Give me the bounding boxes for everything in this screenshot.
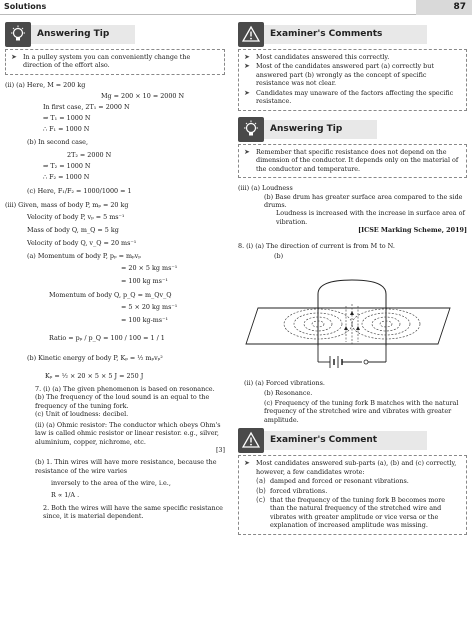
warning-triangle-icon xyxy=(238,428,264,453)
warning-triangle-icon xyxy=(238,22,264,47)
section-title: Solutions xyxy=(4,2,47,11)
left-column xyxy=(5,22,225,521)
answering-tip-title: Answering Tip xyxy=(264,120,377,139)
solution-iii-right: (iii) (a) Loudness (b) Base drum has greater surface area compared to the side drums. Loudness is increased with the increase in surface area of vibration. [ICSE Marking Scheme, 2019] xyxy=(238,184,467,235)
answering-tip-title: Answering Tip xyxy=(31,25,135,44)
examiners-comment-box xyxy=(238,455,467,535)
comment-bullet: ➤ Most of the candidates answered part (a) correctly but answered part (b) wrongly as the concept of specific resistance was not clear. xyxy=(244,62,434,88)
comment-bullet: ➤ Candidates may unaware of the factors affecting the specific resistance. xyxy=(244,88,454,106)
arrow-bullet-icon: ➤ xyxy=(244,62,250,71)
answering-tip-banner xyxy=(5,22,225,47)
examiners-comment-title: Examiner's Comment xyxy=(264,431,427,450)
page-header xyxy=(0,0,472,15)
examiners-comments-box xyxy=(238,49,467,111)
arrow-bullet-icon: ➤ xyxy=(244,53,250,61)
arrow-bullet-icon: ➤ xyxy=(244,459,250,468)
right-column xyxy=(238,22,467,541)
comment-item: (a) damped and forced or resonant vibrations. xyxy=(256,477,409,486)
answering-tip-banner xyxy=(238,117,467,142)
examiners-comments-title: Examiner's Comments xyxy=(264,25,427,44)
tip-bullet: ➤ In a pulley system you can conveniently change the direction of the effort also. xyxy=(11,53,191,70)
comment-bullet: ➤ Most candidates answered this correctly. xyxy=(244,53,390,61)
lightbulb-icon xyxy=(5,22,31,47)
answering-tip-box xyxy=(5,49,225,75)
page-number: 87 xyxy=(416,0,472,15)
tip-bullet: ➤ Remember that specific resistance does not depend on the dimension of the conductor. It depends only on the material of the conductor and temperature. xyxy=(244,147,459,173)
solution-ii: (ii) (a) Here, M = 200 kg Mg = 200 × 10 = 2000 N In first case, 2T₁ = 2000 N ⇒ T₁ = 1000 N ∴ F₁ = 1000 N (b) In second case, 2T₂ = 2000 N ⇒ T₂ = 1000 N ∴ F₂ = 1000 N (c) Here, F₁/F₂ = 1000/1000 = 1 xyxy=(5,80,185,195)
examiners-comments-banner xyxy=(238,22,467,47)
arrow-bullet-icon: ➤ xyxy=(11,53,17,61)
solution-iii: (iii) Given, mass of body P, mₚ = 20 kg Velocity of body P, vₚ = 5 ms⁻¹ Mass of body Q, m_Q = 5 kg Velocity of body Q, v_Q = 20 ms⁻¹ (a) Momentum of body P, pₚ = mₚvₚ = 20 × 5 kg ms⁻¹ = 100 kg ms⁻¹ Momentum of body Q, p_Q = m_Qv_Q = 5 × 20 kg ms⁻¹ = 100 kg-ms⁻¹ Ratio = pₚ / p_Q = 100 / 100 = 1 / 1 (b) Kinetic energy of body P, Kₚ = ½ mₚvₚ² Kₚ = ½ × 20 × 5 × 5 J = 250 J xyxy=(5,200,178,380)
examiners-comment-banner xyxy=(238,428,467,453)
comment-item: (b) forced vibrations. xyxy=(256,486,328,495)
magnetic-field-diagram xyxy=(238,264,467,374)
arrow-bullet-icon: ➤ xyxy=(244,147,250,156)
solution-8: 8. (i) (a) The direction of current is from M to N. (b) (ii) (a) Forced vibrations. (b) Resonance. (c) Frequency of the tuning fork B matches with the natural frequency of the stretched wire and vibrates with greater amplitude. xyxy=(238,242,467,424)
answering-tip-box xyxy=(238,144,467,178)
lightbulb-icon xyxy=(238,117,264,142)
comment-bullet: ➤ Most candidates answered sub-parts (a), (b) and (c) correctly, however, a few candidates wrote: xyxy=(244,459,457,476)
solution-7: 7. (i) (a) The given phenomenon is based on resonance. (b) The frequency of the loud sound is an equal to the frequency of the tuning fork. (c) Unit of loudness: decibel. (ii) (a) Ohmic resistor: The conductor which obeys Ohm's law is called ohmic resistor or linear resistor. e.g., silver, aluminium, copper, nichrome, etc. [3] (b) 1. Thin wires will have more resistance, because the resistance of the wire varies inversely to the area of the wire, i.e., R ∝ 1/A . 2. Both the wires will have the same specific resistance since, it is material dependent. xyxy=(35,384,225,521)
comment-item: (c) that the frequency of the tuning fork B becomes more than the natural frequency of the stretched wire and vibrates with greater amplitude or vice versa or the explanation of increased amplitude was missing. xyxy=(256,495,446,530)
arrow-bullet-icon: ➤ xyxy=(244,88,250,97)
